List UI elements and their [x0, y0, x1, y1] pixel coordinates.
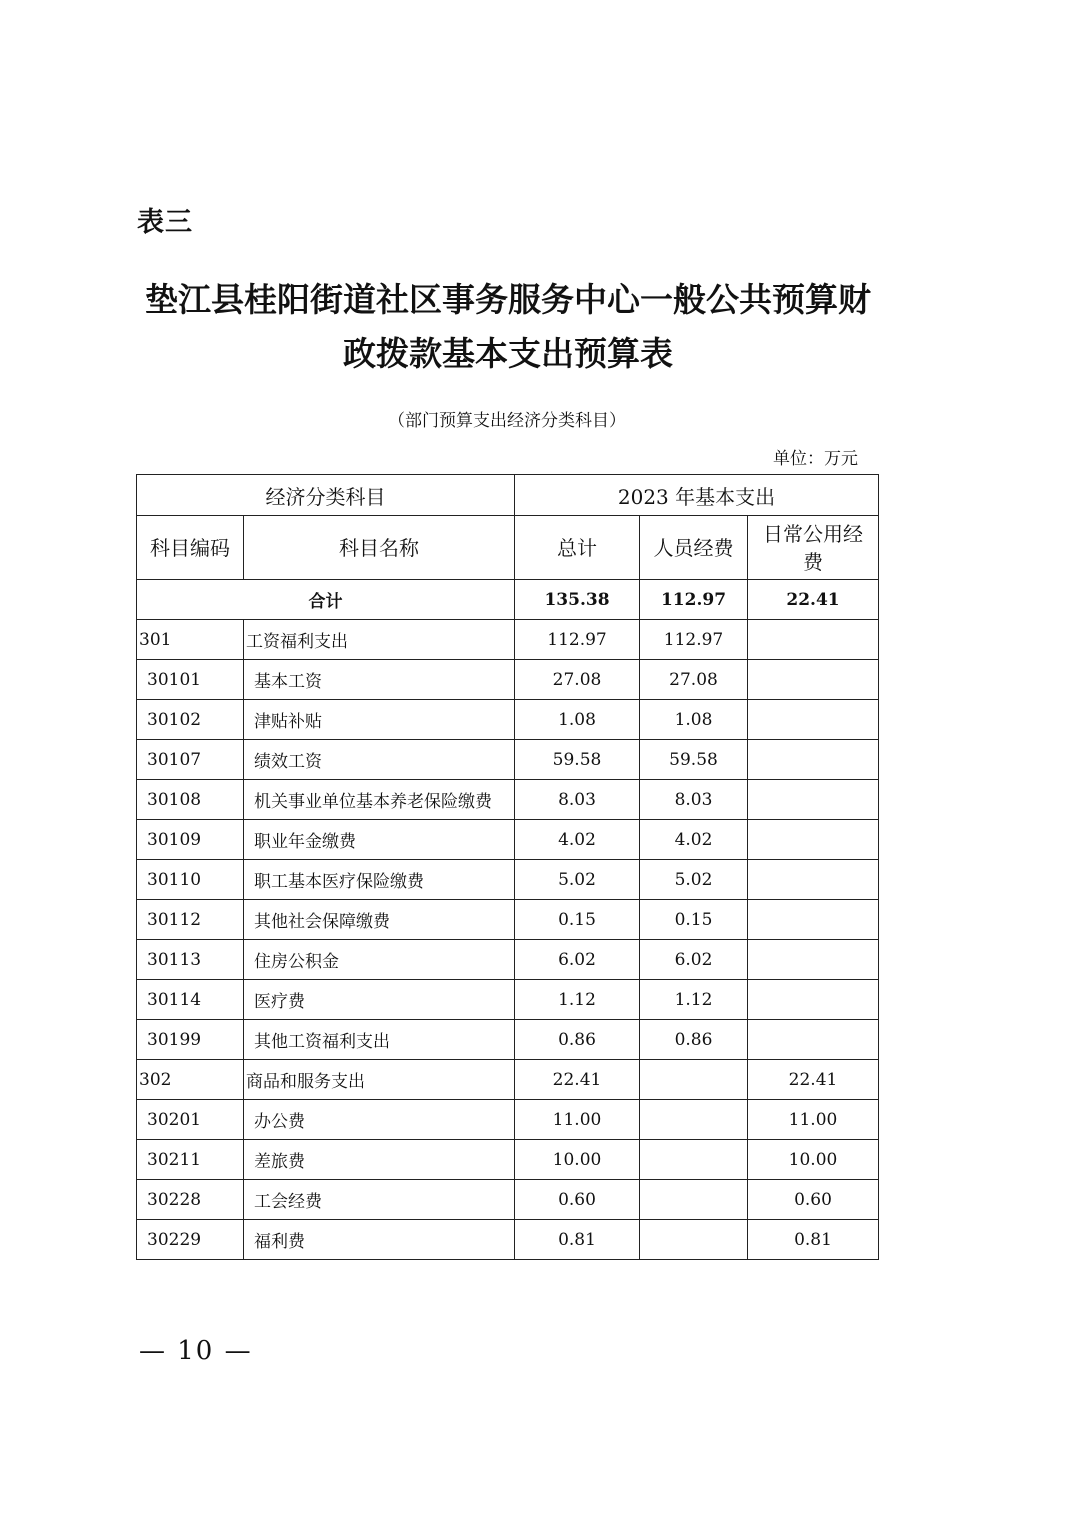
- header-group-basic-expenditure: 2023 年基本支出: [515, 475, 879, 516]
- total-total: 135.38: [515, 580, 640, 620]
- row-name: 其他社会保障缴费: [244, 900, 515, 940]
- row-code: 30114: [137, 980, 244, 1020]
- table-row: [137, 900, 879, 940]
- row-public: [748, 940, 879, 980]
- row-code: 30110: [137, 860, 244, 900]
- row-personnel: 1.12: [640, 980, 748, 1020]
- row-personnel: 59.58: [640, 740, 748, 780]
- total-personnel: 112.97: [640, 580, 748, 620]
- table-row: [137, 1060, 879, 1100]
- row-total: 1.12: [515, 980, 640, 1020]
- row-code: 30201: [137, 1100, 244, 1140]
- row-public: [748, 700, 879, 740]
- row-code: 30113: [137, 940, 244, 980]
- row-total: 0.86: [515, 1020, 640, 1060]
- row-code: 30229: [137, 1220, 244, 1260]
- table-header-row: [137, 516, 879, 580]
- table-row: [137, 860, 879, 900]
- row-name: 津贴补贴: [244, 700, 515, 740]
- row-total: 8.03: [515, 780, 640, 820]
- row-personnel: 1.08: [640, 700, 748, 740]
- row-code: 30228: [137, 1180, 244, 1220]
- row-code: 30102: [137, 700, 244, 740]
- row-personnel: [640, 1180, 748, 1220]
- total-row: [137, 580, 879, 620]
- header-group-economic-class: 经济分类科目: [137, 475, 515, 516]
- row-total: 5.02: [515, 860, 640, 900]
- row-public: [748, 740, 879, 780]
- table-label: 表三: [137, 207, 193, 238]
- row-name: 基本工资: [244, 660, 515, 700]
- row-public: [748, 860, 879, 900]
- row-public: 0.81: [748, 1220, 879, 1260]
- table-header-group-row: [137, 475, 879, 516]
- row-personnel: [640, 1220, 748, 1260]
- row-total: 22.41: [515, 1060, 640, 1100]
- row-total: 11.00: [515, 1100, 640, 1140]
- header-personnel: 人员经费: [640, 516, 748, 580]
- table-row: [137, 1220, 879, 1260]
- row-public: [748, 820, 879, 860]
- row-public: [748, 780, 879, 820]
- row-public: [748, 660, 879, 700]
- row-total: 27.08: [515, 660, 640, 700]
- row-total: 0.81: [515, 1220, 640, 1260]
- table-row: [137, 740, 879, 780]
- page-number: — 10 —: [139, 1336, 253, 1366]
- row-name: 住房公积金: [244, 940, 515, 980]
- table-row: [137, 780, 879, 820]
- table-row: [137, 1140, 879, 1180]
- row-code: 301: [137, 620, 244, 660]
- row-name: 工资福利支出: [244, 620, 515, 660]
- unit-label: 单位：万元: [773, 449, 858, 469]
- row-code: 302: [137, 1060, 244, 1100]
- row-name: 差旅费: [244, 1140, 515, 1180]
- row-name: 机关事业单位基本养老保险缴费: [244, 780, 515, 820]
- row-total: 59.58: [515, 740, 640, 780]
- row-public: 10.00: [748, 1140, 879, 1180]
- row-code: 30112: [137, 900, 244, 940]
- row-personnel: [640, 1100, 748, 1140]
- row-total: 1.08: [515, 700, 640, 740]
- document-subtitle: （部门预算支出经济分类科目）: [388, 411, 626, 431]
- row-name: 商品和服务支出: [244, 1060, 515, 1100]
- row-total: 6.02: [515, 940, 640, 980]
- row-personnel: 8.03: [640, 780, 748, 820]
- row-personnel: 4.02: [640, 820, 748, 860]
- row-total: 10.00: [515, 1140, 640, 1180]
- row-total: 112.97: [515, 620, 640, 660]
- row-code: 30109: [137, 820, 244, 860]
- row-public: [748, 620, 879, 660]
- row-total: 0.60: [515, 1180, 640, 1220]
- row-total: 0.15: [515, 900, 640, 940]
- table-row: [137, 980, 879, 1020]
- table-row: [137, 700, 879, 740]
- row-code: 30107: [137, 740, 244, 780]
- table-row: [137, 820, 879, 860]
- row-personnel: 27.08: [640, 660, 748, 700]
- total-label: 合计: [137, 580, 515, 620]
- row-personnel: 5.02: [640, 860, 748, 900]
- row-code: 30108: [137, 780, 244, 820]
- budget-table: [136, 474, 879, 1260]
- header-public: 日常公用经费: [748, 516, 879, 580]
- table-row: [137, 940, 879, 980]
- row-name: 办公费: [244, 1100, 515, 1140]
- row-name: 工会经费: [244, 1180, 515, 1220]
- row-personnel: 112.97: [640, 620, 748, 660]
- row-code: 30101: [137, 660, 244, 700]
- table-row: [137, 1100, 879, 1140]
- row-personnel: 0.86: [640, 1020, 748, 1060]
- row-public: [748, 980, 879, 1020]
- row-code: 30199: [137, 1020, 244, 1060]
- row-public: [748, 1020, 879, 1060]
- table-row: [137, 1180, 879, 1220]
- row-public: 11.00: [748, 1100, 879, 1140]
- row-code: 30211: [137, 1140, 244, 1180]
- row-public: [748, 900, 879, 940]
- row-public: 22.41: [748, 1060, 879, 1100]
- header-total: 总计: [515, 516, 640, 580]
- row-public: 0.60: [748, 1180, 879, 1220]
- document-title-line1: 垫江县桂阳街道社区事务服务中心一般公共预算财: [145, 280, 871, 319]
- row-personnel: 0.15: [640, 900, 748, 940]
- header-name: 科目名称: [244, 516, 515, 580]
- row-personnel: [640, 1060, 748, 1100]
- row-personnel: [640, 1140, 748, 1180]
- row-name: 职工基本医疗保险缴费: [244, 860, 515, 900]
- table-row: [137, 660, 879, 700]
- row-name: 医疗费: [244, 980, 515, 1020]
- total-public: 22.41: [748, 580, 879, 620]
- row-name: 绩效工资: [244, 740, 515, 780]
- document-title-line2: 政拨款基本支出预算表: [343, 334, 673, 373]
- row-total: 4.02: [515, 820, 640, 860]
- table-row: [137, 620, 879, 660]
- row-personnel: 6.02: [640, 940, 748, 980]
- row-name: 福利费: [244, 1220, 515, 1260]
- table-row: [137, 1020, 879, 1060]
- row-name: 职业年金缴费: [244, 820, 515, 860]
- header-code: 科目编码: [137, 516, 244, 580]
- row-name: 其他工资福利支出: [244, 1020, 515, 1060]
